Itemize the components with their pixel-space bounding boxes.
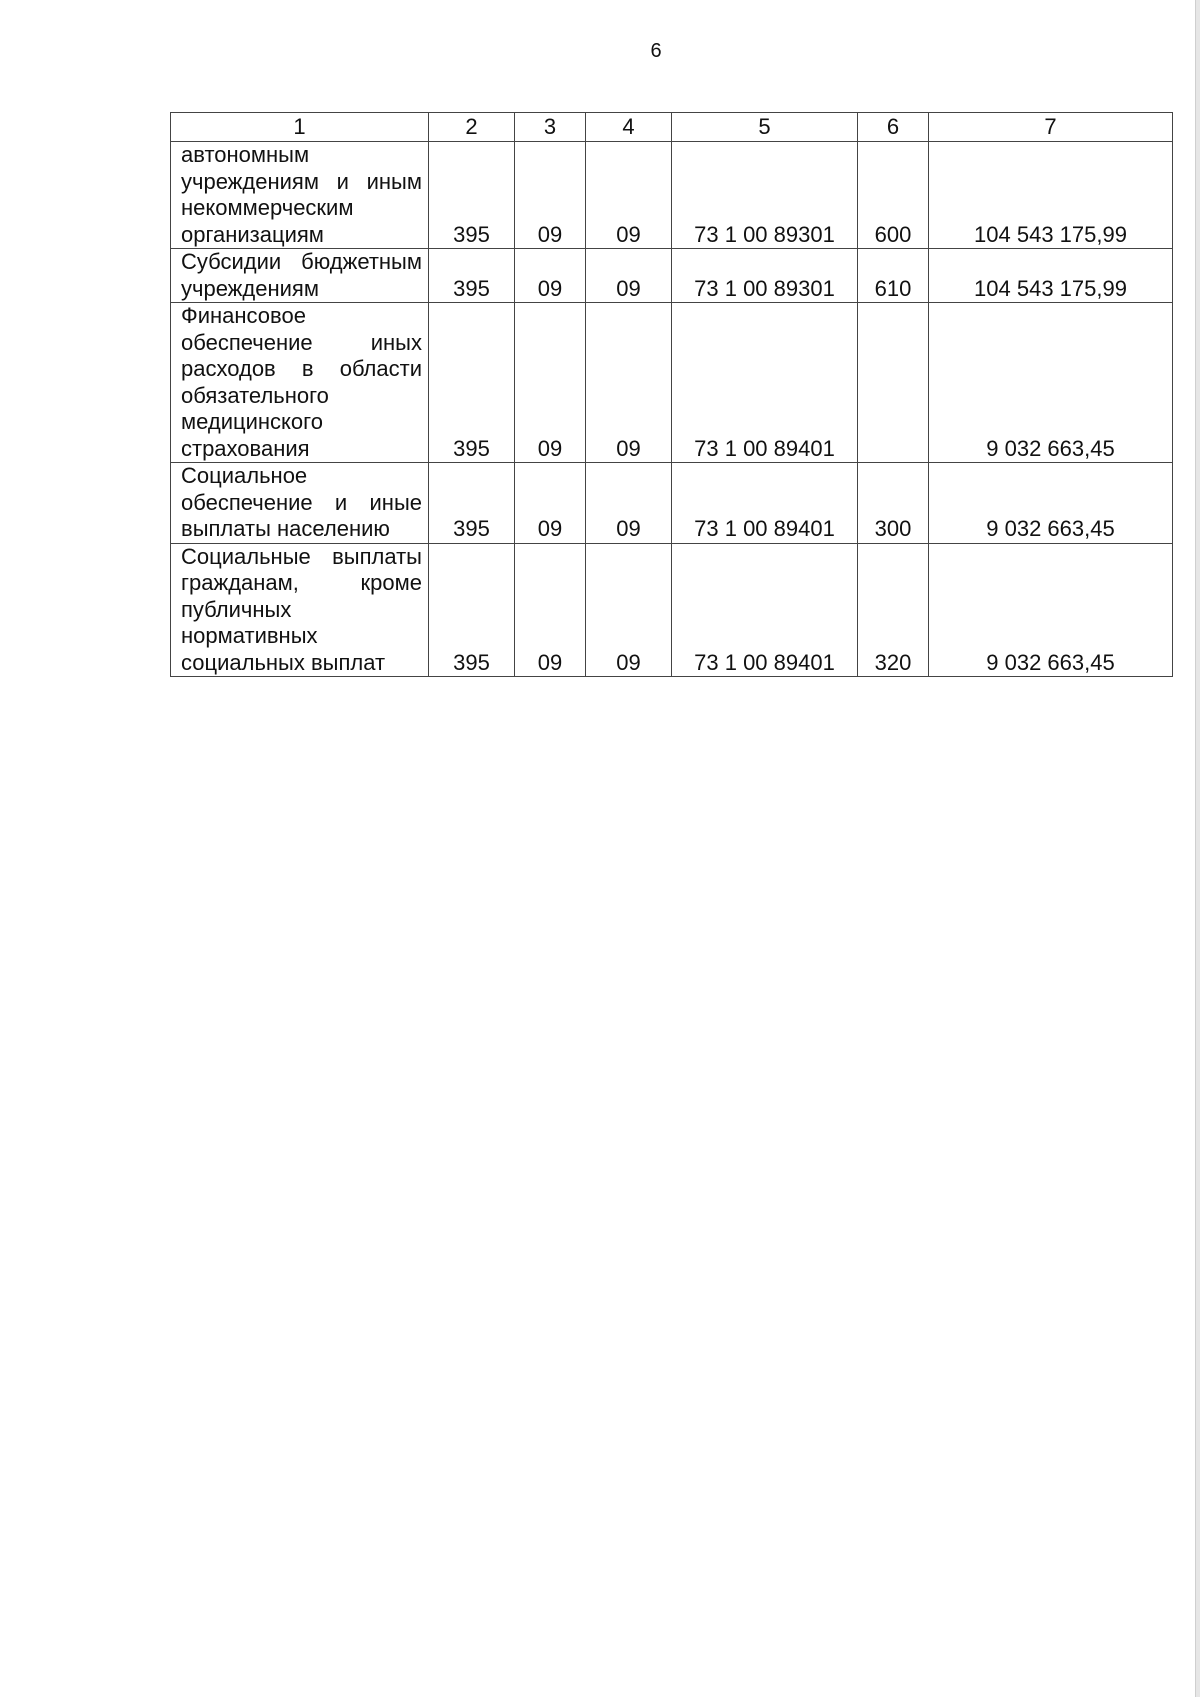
page-edge-shadow <box>1195 0 1200 1697</box>
row-rz: 09 <box>515 249 586 303</box>
row-pr: 09 <box>586 249 672 303</box>
page-number: 6 <box>650 40 662 62</box>
row-rz: 09 <box>515 543 586 677</box>
row-name: Финансовое обеспечение иных расходов в области обязательного медицинского страхования <box>171 303 429 463</box>
column-header: 7 <box>929 113 1173 142</box>
table-row <box>171 463 1173 544</box>
row-pr: 09 <box>586 543 672 677</box>
row-name: Социальные выплаты гражданам, кроме публичных нормативных социальных выплат <box>171 543 429 677</box>
row-amount: 9 032 663,45 <box>929 303 1173 463</box>
column-header: 5 <box>672 113 858 142</box>
column-header: 1 <box>171 113 429 142</box>
table-header <box>171 113 1173 142</box>
column-header: 6 <box>858 113 929 142</box>
table-row <box>171 543 1173 677</box>
table-row <box>171 249 1173 303</box>
row-vr <box>858 303 929 463</box>
row-csr: 73 1 00 89401 <box>672 303 858 463</box>
row-amount: 104 543 175,99 <box>929 142 1173 249</box>
row-vr: 320 <box>858 543 929 677</box>
row-pr: 09 <box>586 303 672 463</box>
budget-table <box>170 112 1173 677</box>
column-header: 3 <box>515 113 586 142</box>
column-header: 2 <box>429 113 515 142</box>
table-row <box>171 142 1173 249</box>
row-csr: 73 1 00 89401 <box>672 463 858 544</box>
row-rz: 09 <box>515 303 586 463</box>
column-header: 4 <box>586 113 672 142</box>
row-grbs: 395 <box>429 303 515 463</box>
row-amount: 9 032 663,45 <box>929 463 1173 544</box>
row-name: Социальное обеспечение и иные выплаты населению <box>171 463 429 544</box>
row-pr: 09 <box>586 463 672 544</box>
row-amount: 9 032 663,45 <box>929 543 1173 677</box>
row-vr: 600 <box>858 142 929 249</box>
table-body <box>171 142 1173 677</box>
row-vr: 610 <box>858 249 929 303</box>
row-csr: 73 1 00 89301 <box>672 142 858 249</box>
row-grbs: 395 <box>429 142 515 249</box>
row-name: Субсидии бюджетным учреждениям <box>171 249 429 303</box>
row-grbs: 395 <box>429 249 515 303</box>
row-csr: 73 1 00 89301 <box>672 249 858 303</box>
row-rz: 09 <box>515 142 586 249</box>
row-grbs: 395 <box>429 463 515 544</box>
row-rz: 09 <box>515 463 586 544</box>
row-grbs: 395 <box>429 543 515 677</box>
row-csr: 73 1 00 89401 <box>672 543 858 677</box>
row-amount: 104 543 175,99 <box>929 249 1173 303</box>
row-pr: 09 <box>586 142 672 249</box>
header-row <box>171 113 1173 142</box>
row-name: автономным учреждениям и иным некоммерческим организациям <box>171 142 429 249</box>
table-row <box>171 303 1173 463</box>
row-vr: 300 <box>858 463 929 544</box>
